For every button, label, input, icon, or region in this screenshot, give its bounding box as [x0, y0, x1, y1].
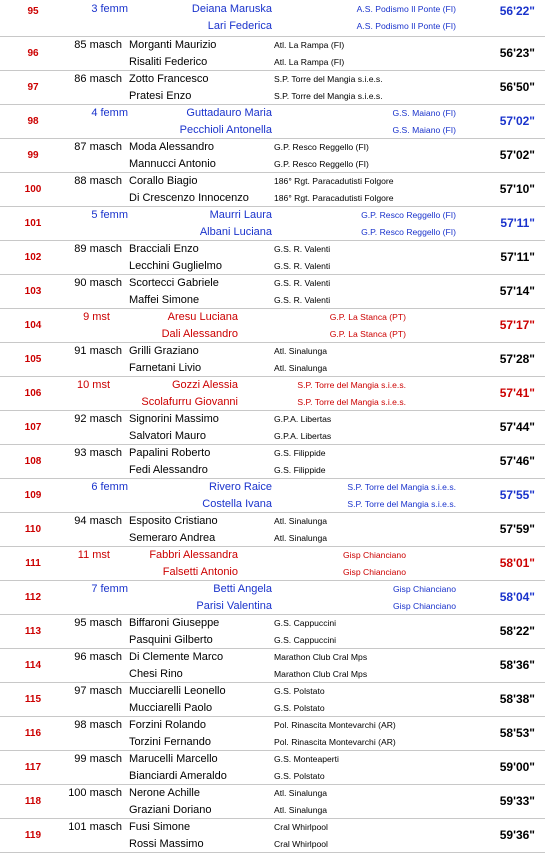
finish-time: 56'23": [499, 46, 535, 60]
athlete-name: Fedi Alessandro: [129, 464, 208, 476]
athlete-line: [0, 54, 545, 71]
athlete-line: [0, 275, 545, 292]
table-row: [0, 819, 545, 853]
club-name: Cral Whirlpool: [274, 822, 328, 832]
category-rank: 10 mst: [76, 379, 110, 391]
athlete-line: [0, 122, 545, 139]
club-name: A.S. Podismo Il Ponte (FI): [356, 4, 456, 14]
athlete-name: Fusi Simone: [129, 821, 191, 833]
position-number: 109: [24, 490, 42, 501]
club-name: Marathon Club Cral Mps: [274, 669, 368, 679]
table-row: [0, 649, 545, 683]
athlete-name: Pratesi Enzo: [129, 90, 192, 102]
category-rank: 92 masch: [74, 413, 122, 425]
club-name: G.P. La Stanca (PT): [329, 329, 406, 339]
athlete-line: [0, 666, 545, 683]
category-rank: 11 mst: [77, 549, 110, 561]
athlete-line: [0, 309, 545, 326]
finish-time: 58'36": [499, 658, 535, 672]
club-name: G.P.A. Libertas: [274, 414, 332, 424]
position-number: 101: [24, 218, 42, 229]
athlete-line: [0, 836, 545, 853]
athlete-name: Biffaroni Giuseppe: [129, 617, 220, 629]
position-number: 100: [24, 184, 42, 195]
athlete-name: Lari Federica: [207, 20, 272, 32]
category-rank: 4 femm: [91, 107, 128, 119]
athlete-name: Esposito Cristiano: [129, 515, 218, 527]
athlete-name: Mannucci Antonio: [129, 158, 216, 170]
athlete-line: [0, 564, 545, 581]
category-rank: 97 masch: [74, 685, 122, 697]
position-number: 106: [24, 388, 42, 399]
athlete-line: [0, 547, 545, 564]
position-number: 110: [24, 524, 42, 535]
category-rank: 9 mst: [83, 311, 110, 323]
athlete-name: Scolafurru Giovanni: [141, 396, 238, 408]
category-rank: 90 masch: [74, 277, 122, 289]
athlete-name: Aresu Luciana: [167, 311, 238, 323]
club-name: S.P. Torre del Mangia s.i.e.s.: [297, 397, 406, 407]
athlete-name: Nerone Achille: [129, 787, 200, 799]
athlete-line: [0, 326, 545, 343]
category-rank: 87 masch: [74, 141, 122, 153]
athlete-line: [0, 224, 545, 241]
category-rank: 98 masch: [74, 719, 122, 731]
athlete-line: [0, 615, 545, 632]
club-name: G.S. Maiano (FI): [392, 108, 456, 118]
athlete-line: [0, 105, 545, 122]
table-row: [0, 173, 545, 207]
athlete-name: Chesi Rino: [129, 668, 183, 680]
finish-time: 57'02": [499, 148, 535, 162]
club-name: Pol. Rinascita Montevarchi (AR): [274, 737, 396, 747]
finish-time: 57'59": [499, 522, 535, 536]
category-rank: 5 femm: [91, 209, 128, 221]
club-name: G.S. Filippide: [274, 448, 326, 458]
club-name: Gisp Chianciano: [342, 567, 406, 577]
club-name: Marathon Club Cral Mps: [274, 652, 368, 662]
club-name: 186° Rgt. Paracadutisti Folgore: [274, 193, 394, 203]
category-rank: 94 masch: [74, 515, 122, 527]
club-name: G.S. Cappuccini: [274, 635, 337, 645]
finish-time: 58'04": [499, 590, 535, 604]
athlete-line: [0, 241, 545, 258]
athlete-line: [0, 785, 545, 802]
position-number: 119: [24, 830, 42, 841]
finish-time: 56'50": [499, 80, 535, 94]
athlete-name: Rossi Massimo: [129, 838, 204, 850]
club-name: G.S. Polstato: [274, 703, 325, 713]
position-number: 117: [24, 762, 42, 773]
club-name: Gisp Chianciano: [392, 584, 456, 594]
athlete-line: [0, 445, 545, 462]
athlete-line: [0, 411, 545, 428]
athlete-name: Mucciarelli Paolo: [129, 702, 213, 714]
athlete-name: Pecchioli Antonella: [179, 124, 272, 136]
club-name: S.P. Torre del Mangia s.i.e.s.: [274, 91, 383, 101]
athlete-name: Dali Alessandro: [161, 328, 238, 340]
category-rank: 100 masch: [68, 787, 122, 799]
club-name: Atl. La Rampa (FI): [274, 40, 345, 50]
athlete-line: [0, 292, 545, 309]
finish-time: 58'38": [499, 692, 535, 706]
club-name: Atl. Sinalunga: [274, 805, 328, 815]
athlete-name: Costella Ivana: [202, 498, 272, 510]
club-name: G.S. R. Valenti: [274, 278, 331, 288]
finish-time: 57'44": [499, 420, 535, 434]
club-name: S.P. Torre del Mangia s.i.e.s.: [347, 482, 456, 492]
table-row: [0, 445, 545, 479]
athlete-name: Scortecci Gabriele: [129, 277, 219, 289]
athlete-name: Di Clemente Marco: [129, 651, 224, 663]
position-number: 95: [27, 6, 39, 17]
athlete-line: [0, 18, 545, 35]
athlete-name: Parisi Valentina: [196, 600, 272, 612]
athlete-name: Grilli Graziano: [129, 345, 199, 357]
club-name: G.S. R. Valenti: [274, 261, 331, 271]
category-rank: 86 masch: [74, 73, 122, 85]
club-name: A.S. Podismo Il Ponte (FI): [356, 21, 456, 31]
table-row: [0, 377, 545, 411]
athlete-name: Morganti Maurizio: [129, 39, 217, 51]
athlete-name: Di Crescenzo Innocenzo: [129, 192, 249, 204]
position-number: 115: [24, 694, 42, 705]
finish-time: 58'01": [499, 556, 535, 570]
table-row: [0, 751, 545, 785]
club-name: G.P. Resco Reggello (FI): [274, 142, 369, 152]
club-name: Atl. Sinalunga: [274, 516, 328, 526]
athlete-name: Semeraro Andrea: [129, 532, 216, 544]
position-number: 118: [24, 796, 42, 807]
athlete-name: Lecchini Guglielmo: [129, 260, 222, 272]
category-rank: 96 masch: [74, 651, 122, 663]
athlete-name: Forzini Rolando: [129, 719, 207, 731]
athlete-name: Corallo Biagio: [129, 175, 198, 187]
club-name: G.S. Monteaperti: [274, 754, 339, 764]
finish-time: 57'02": [499, 114, 535, 128]
athlete-line: [0, 156, 545, 173]
athlete-line: [0, 683, 545, 700]
athlete-name: Risaliti Federico: [129, 56, 208, 68]
athlete-line: [0, 360, 545, 377]
club-name: Atl. La Rampa (FI): [274, 57, 345, 67]
position-number: 96: [27, 48, 39, 59]
athlete-line: [0, 173, 545, 190]
finish-time: 59'00": [499, 760, 535, 774]
finish-time: 57'11": [500, 250, 535, 264]
finish-time: 56'22": [499, 4, 535, 18]
finish-time: 57'17": [499, 318, 535, 332]
athlete-line: [0, 190, 545, 207]
position-number: 108: [24, 456, 42, 467]
position-number: 105: [24, 354, 42, 365]
table-row: [0, 241, 545, 275]
athlete-line: [0, 207, 545, 224]
athlete-name: Rivero Raice: [209, 481, 272, 493]
athlete-name: Falsetti Antonio: [162, 566, 238, 578]
athlete-name: Marucelli Marcello: [129, 753, 218, 765]
athlete-line: [0, 649, 545, 666]
athlete-name: Bracciali Enzo: [129, 243, 199, 255]
position-number: 116: [24, 728, 42, 739]
table-row: [0, 785, 545, 819]
athlete-line: [0, 751, 545, 768]
category-rank: 7 femm: [91, 583, 128, 595]
club-name: G.P.A. Libertas: [274, 431, 332, 441]
club-name: G.P. La Stanca (PT): [329, 312, 406, 322]
club-name: Atl. Sinalunga: [274, 363, 328, 373]
athlete-line: [0, 71, 545, 88]
athlete-name: Betti Angela: [213, 583, 272, 595]
athlete-line: [0, 377, 545, 394]
table-row: [0, 139, 545, 173]
club-name: G.P. Resco Reggello (FI): [361, 227, 456, 237]
category-rank: 6 femm: [91, 481, 128, 493]
athlete-line: [0, 496, 545, 513]
athlete-line: [0, 343, 545, 360]
athlete-line: [0, 802, 545, 819]
athlete-name: Deiana Maruska: [191, 3, 272, 15]
table-row: [0, 513, 545, 547]
athlete-line: [0, 1, 545, 18]
club-name: Atl. Sinalunga: [274, 346, 328, 356]
athlete-line: [0, 581, 545, 598]
athlete-name: Zotto Francesco: [129, 73, 209, 85]
athlete-name: Bianciardi Ameraldo: [129, 770, 227, 782]
position-number: 113: [24, 626, 42, 637]
table-row: [0, 207, 545, 241]
athlete-line: [0, 700, 545, 717]
athlete-line: [0, 513, 545, 530]
position-number: 98: [27, 116, 39, 127]
finish-time: 58'53": [499, 726, 535, 740]
category-rank: 95 masch: [74, 617, 122, 629]
table-row: [0, 683, 545, 717]
athlete-name: Pasquini Gilberto: [129, 634, 213, 646]
athlete-line: [0, 394, 545, 411]
athlete-name: Papalini Roberto: [129, 447, 211, 459]
athlete-line: [0, 88, 545, 105]
club-name: G.S. R. Valenti: [274, 244, 331, 254]
table-row: [0, 479, 545, 513]
finish-time: 57'55": [499, 488, 535, 502]
table-row: [0, 71, 545, 105]
club-name: G.S. Filippide: [274, 465, 326, 475]
club-name: Gisp Chianciano: [342, 550, 406, 560]
club-name: G.S. Maiano (FI): [392, 125, 456, 135]
club-name: S.P. Torre del Mangia s.i.e.s.: [274, 74, 383, 84]
table-row: [0, 717, 545, 751]
club-name: G.S. R. Valenti: [274, 295, 331, 305]
club-name: Pol. Rinascita Montevarchi (AR): [274, 720, 396, 730]
club-name: Gisp Chianciano: [392, 601, 456, 611]
athlete-name: Maurri Laura: [209, 209, 272, 221]
category-rank: 93 masch: [74, 447, 122, 459]
athlete-line: [0, 139, 545, 156]
finish-time: 57'11": [500, 216, 535, 230]
table-row: [0, 411, 545, 445]
category-rank: 85 masch: [74, 39, 122, 51]
position-number: 111: [25, 558, 41, 569]
club-name: G.S. Polstato: [274, 686, 325, 696]
club-name: G.P. Resco Reggello (FI): [274, 159, 369, 169]
athlete-name: Maffei Simone: [129, 294, 200, 306]
club-name: Atl. Sinalunga: [274, 533, 328, 543]
category-rank: 99 masch: [74, 753, 122, 765]
category-rank: 89 masch: [74, 243, 122, 255]
finish-time: 59'36": [499, 828, 535, 842]
club-name: Atl. Sinalunga: [274, 788, 328, 798]
athlete-line: [0, 768, 545, 785]
athlete-name: Graziani Doriano: [129, 804, 212, 816]
athlete-line: [0, 258, 545, 275]
club-name: G.S. Cappuccini: [274, 618, 337, 628]
athlete-name: Guttadauro Maria: [186, 107, 272, 119]
athlete-name: Gozzi Alessia: [171, 379, 238, 391]
position-number: 112: [24, 592, 42, 603]
table-row: [0, 615, 545, 649]
finish-time: 57'41": [499, 386, 535, 400]
athlete-name: Torzini Fernando: [129, 736, 211, 748]
club-name: S.P. Torre del Mangia s.i.e.s.: [297, 380, 406, 390]
position-number: 99: [27, 150, 39, 161]
athlete-line: [0, 717, 545, 734]
athlete-line: [0, 734, 545, 751]
table-row: [0, 309, 545, 343]
table-row: [0, 105, 545, 139]
table-row: [0, 37, 545, 71]
athlete-name: Moda Alessandro: [129, 141, 214, 153]
athlete-line: [0, 428, 545, 445]
club-name: Cral Whirlpool: [274, 839, 328, 849]
club-name: S.P. Torre del Mangia s.i.e.s.: [347, 499, 456, 509]
athlete-name: Albani Luciana: [199, 226, 272, 238]
athlete-line: [0, 37, 545, 54]
athlete-line: [0, 632, 545, 649]
position-number: 103: [24, 286, 42, 297]
finish-time: 59'33": [499, 794, 535, 808]
finish-time: 57'46": [499, 454, 535, 468]
table-row: [0, 275, 545, 309]
athlete-name: Salvatori Mauro: [129, 430, 207, 442]
category-rank: 88 masch: [74, 175, 122, 187]
position-number: 102: [24, 252, 42, 263]
club-name: G.S. Polstato: [274, 771, 325, 781]
table-row: [0, 0, 545, 37]
category-rank: 3 femm: [91, 3, 128, 15]
position-number: 104: [24, 320, 42, 331]
athlete-name: Fabbri Alessandra: [149, 549, 238, 561]
category-rank: 91 masch: [74, 345, 122, 357]
table-row: [0, 343, 545, 377]
athlete-line: [0, 598, 545, 615]
athlete-line: [0, 462, 545, 479]
finish-time: 57'10": [499, 182, 535, 196]
table-row: [0, 581, 545, 615]
position-number: 97: [27, 82, 39, 93]
athlete-line: [0, 530, 545, 547]
finish-time: 58'22": [499, 624, 535, 638]
finish-time: 57'28": [499, 352, 535, 366]
finish-time: 57'14": [499, 284, 535, 298]
position-number: 114: [24, 660, 42, 671]
athlete-name: Signorini Massimo: [129, 413, 219, 425]
position-number: 107: [24, 422, 42, 433]
table-row: [0, 547, 545, 581]
athlete-line: [0, 819, 545, 836]
athlete-name: Farnetani Livio: [129, 362, 202, 374]
athlete-name: Mucciarelli Leonello: [129, 685, 226, 697]
club-name: G.P. Resco Reggello (FI): [361, 210, 456, 220]
athlete-line: [0, 479, 545, 496]
category-rank: 101 masch: [68, 821, 122, 833]
club-name: 186° Rgt. Paracadutisti Folgore: [274, 176, 394, 186]
